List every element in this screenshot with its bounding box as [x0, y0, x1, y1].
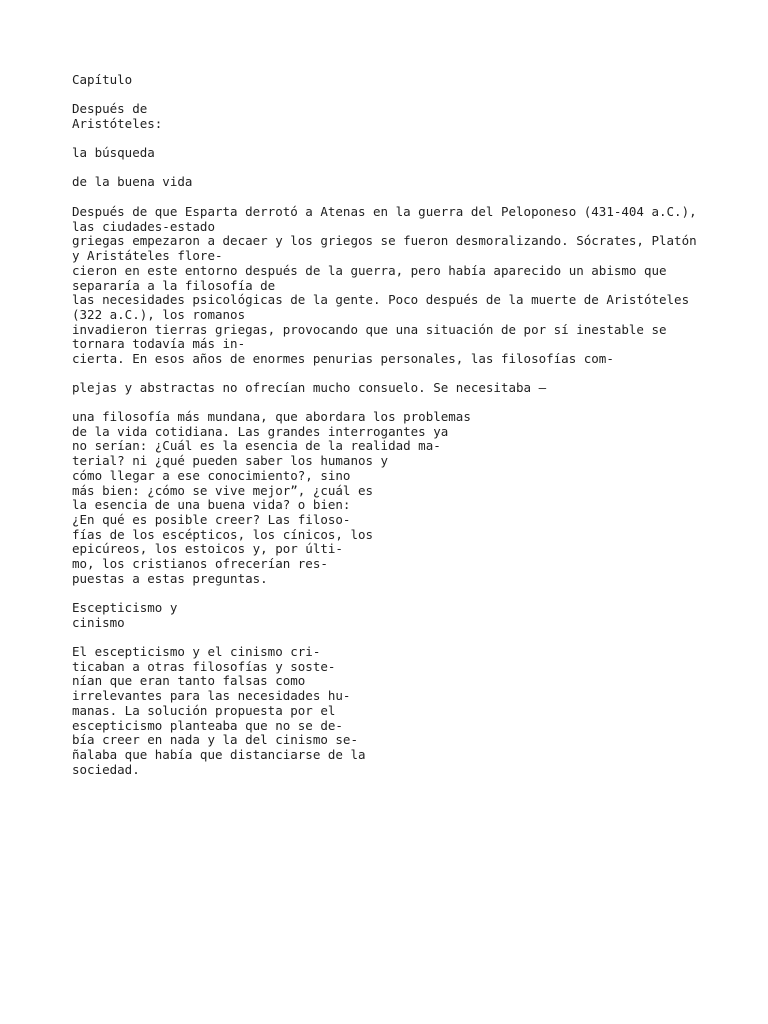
- intro-paragraph: Después de que Esparta derrotó a Atenas en la guerra del Peloponeso (431-404 a.C.), las ciudades-estado griegas empezaron a decaer y los griegos se fueron desmoralizando. Sócrates, Platón y Aristáteles flore- cieron en este entorno después de la guerra, pero había aparecido un abismo que separaría a la filosofía de las necesidades psicológicas de la gente. Poco después de la muerte de Aristóteles (322 a.C.), los romanos invadieron tierras griegas, provocando que una situación de por sí inestable se tornara todavía más in- cierta. En esos años de enormes penurias personales, las filosofías com-: [72, 204, 697, 367]
- section-heading: Escepticismo y cinismo: [72, 600, 178, 630]
- intro-paragraph-continued: plejas y abstractas no ofrecían mucho consuelo. Se necesitaba —: [72, 380, 547, 395]
- chapter-subtitle-line-1: la búsqueda: [72, 145, 155, 160]
- chapter-title: Después de Aristóteles:: [72, 101, 163, 131]
- chapter-subtitle-line-2: de la buena vida: [72, 174, 193, 189]
- questions-paragraph: una filosofía más mundana, que abordara los problemas de la vida cotidiana. Las grandes interrogantes ya no serían: ¿Cuál es la esencia de la realidad ma- terial? ni ¿qué pueden saber los humanos y cómo llegar a ese conocimiento?, sino más bien: ¿cómo se vive mejor”, ¿cuál es la esencia de una buena vida? o bien: ¿En qué es posible creer? Las filoso- fías de los escépticos, los cínicos, los epicúreos, los estoicos y, por últi- mo, los cristianos ofrecerían res- puestas a estas preguntas.: [72, 409, 471, 586]
- skepticism-paragraph: El escepticismo y el cinismo cri- ticaban a otras filosofías y soste- nían que eran tanto falsas como irrelevantes para las necesidades hu- manas. La solución propuesta por el escepticismo planteaba que no se de- bía creer en nada y la del cinismo se- ñalaba que había que distanciarse de la sociedad.: [72, 644, 366, 777]
- chapter-label: Capítulo: [72, 72, 133, 87]
